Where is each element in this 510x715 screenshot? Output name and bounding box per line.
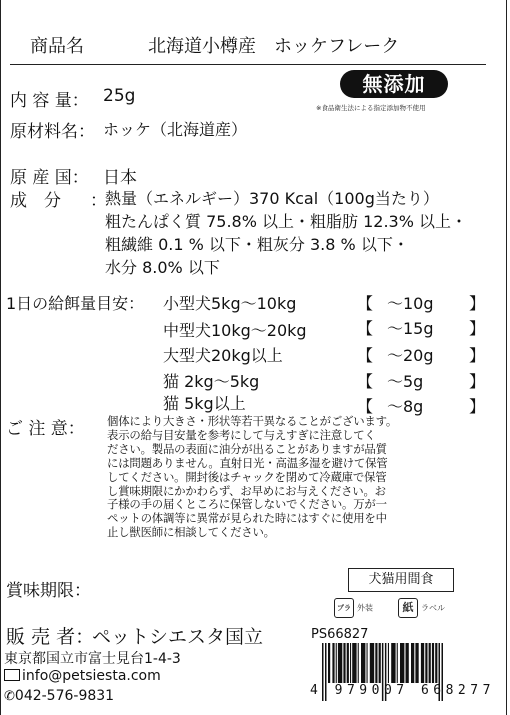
barcode-bar [328,643,330,683]
barcode-bar [388,643,389,683]
feeding-amount: 〜5g [387,372,424,391]
feeding-amount: 〜15g [387,319,434,338]
barcode-bar [358,643,359,683]
bracket-left: 【 [357,319,374,338]
analysis-label: 成 分 [10,191,61,211]
barcode-bar [397,643,398,683]
ingredients-label: 原材料名： [10,122,95,142]
phone-icon: ✆ [4,689,15,704]
barcode-bar [391,643,395,683]
bracket-left: 【 [357,346,374,365]
seller-phone: 042-576-9831 [14,688,115,704]
barcode-bar [435,643,437,683]
product-code: PS66827 [311,627,369,642]
barcode-bar [367,643,368,683]
seller-phone-row [4,688,114,704]
additive-free-note: ※食品衛生法による指定添加物不使用 [316,104,426,112]
barcode-bar [375,643,377,683]
caution-line: ださい。製品の表面に油分が出ることがありますが品質 [107,441,387,456]
recycle-mark-plastic [334,598,373,618]
barcode-bar [425,643,427,683]
barcode-bar [411,643,414,683]
barcode-bar [432,643,434,683]
paper-recycle-icon: 紙 [398,598,418,618]
product-name-label: 商品名 [30,36,84,57]
barcode-bar [352,643,356,683]
caution-line: 個体により大きさ・形状等若干異なることがございます。 [107,414,398,428]
barcode-bar [370,643,374,683]
bracket-left: 【 [357,372,374,391]
bracket-left: 【 [357,294,374,313]
caution-line: には問題ありません。直射日光・高温多湿を避けて保管 [107,455,388,470]
feeding-label: 1日の給餌量目安： [6,294,145,313]
caution-label: ご 注 意： [6,419,85,439]
plastic-recycle-icon: プラ [334,598,354,618]
analysis-line: 熱量（エネルギー）370 Kcal（100g当たり） [105,189,439,208]
barcode-bar [336,643,337,683]
barcode-bar [343,643,345,683]
caution-text [107,415,491,540]
barcode-bar [361,643,365,683]
barcode-number: 4 979007 668277 [310,683,495,698]
expiry-label: 賞味期限： [6,581,91,601]
barcode-bar [338,643,342,683]
bracket-right: 】 [469,372,486,391]
seller-address: 東京都国立市富士見台1-4-3 [4,651,181,667]
header-divider [10,64,486,65]
barcode-bar [415,643,418,683]
ingredients-value: ホッケ（北海道産） [103,120,248,139]
feeding-target: 猫 5kg以上 [163,394,246,413]
feeding-target: 中型犬10kg〜20kg [163,321,307,340]
content-amount-label: 内 容 量： [10,91,89,111]
product-name: 北海道小樽産 ホッケフレーク [148,36,400,57]
caution-line: してください。開封後はチャックを閉めて冷蔵庫で保管 [107,469,387,484]
bracket-right: 】 [469,397,486,416]
bracket-left: 【 [357,397,374,416]
caution-line: 子様の手の届くところに保管しないでください。万が一 [107,497,387,512]
bracket-right: 】 [469,294,486,313]
additive-free-badge: 無添加 [340,70,448,98]
barcode-bar [406,643,409,683]
recycle-caption: ラベル [421,603,445,613]
barcode-bar [332,643,334,683]
feeding-amount: 〜8g [387,397,424,416]
barcode-bar [421,643,424,683]
bracket-right: 】 [469,319,486,338]
feeding-target: 小型犬5kg〜10kg [163,294,297,313]
barcode-bar [379,643,381,683]
analysis-colon: ： [90,191,107,211]
barcode-bar [429,643,431,683]
analysis-line: 粗たんぱく質 75.8% 以上・粗脂肪 12.3% 以上・ [105,212,468,231]
barcode-bar [347,643,349,683]
analysis-line: 水分 8.0% 以下 [105,258,220,277]
label-frame-right [506,0,507,715]
analysis-line: 粗繊維 0.1 % 以下・粗灰分 3.8 % 以下・ [105,235,409,254]
feeding-amount: 〜10g [387,294,434,313]
origin-value: 日本 [103,168,137,188]
caution-line: 表示の給与目安量を参考にして与えすぎに注意してく [107,427,376,442]
feeding-target: 大型犬20kg以上 [163,346,283,365]
seller-email: info@petsiesta.com [22,668,161,684]
mail-icon [4,669,20,681]
seller-label: 販 売 者： [6,626,95,648]
feeding-target: 猫 2kg〜5kg [163,372,260,391]
bracket-right: 】 [469,346,486,365]
recycle-mark-paper [398,598,445,618]
content-amount-value: 25g [103,86,136,106]
caution-line: 止し獣医師に相談してください。 [107,525,275,540]
seller-email-row [4,668,161,684]
caution-line: し賞味期限にかかわらず、お早めにお与えください。お [107,483,386,498]
barcode-bar [350,643,351,683]
seller-name: ペットシエスタ国立 [92,626,264,648]
label-frame-left [0,0,1,715]
category-tag: 犬猫用間食 [348,568,454,592]
origin-label: 原 産 国： [10,168,89,188]
barcode-bar [400,643,404,683]
caution-line: ペットの体調等に異常が見られた時にはすぐに使用を中 [107,511,387,526]
feeding-amount: 〜20g [387,346,434,365]
recycle-caption: 外装 [357,603,373,613]
